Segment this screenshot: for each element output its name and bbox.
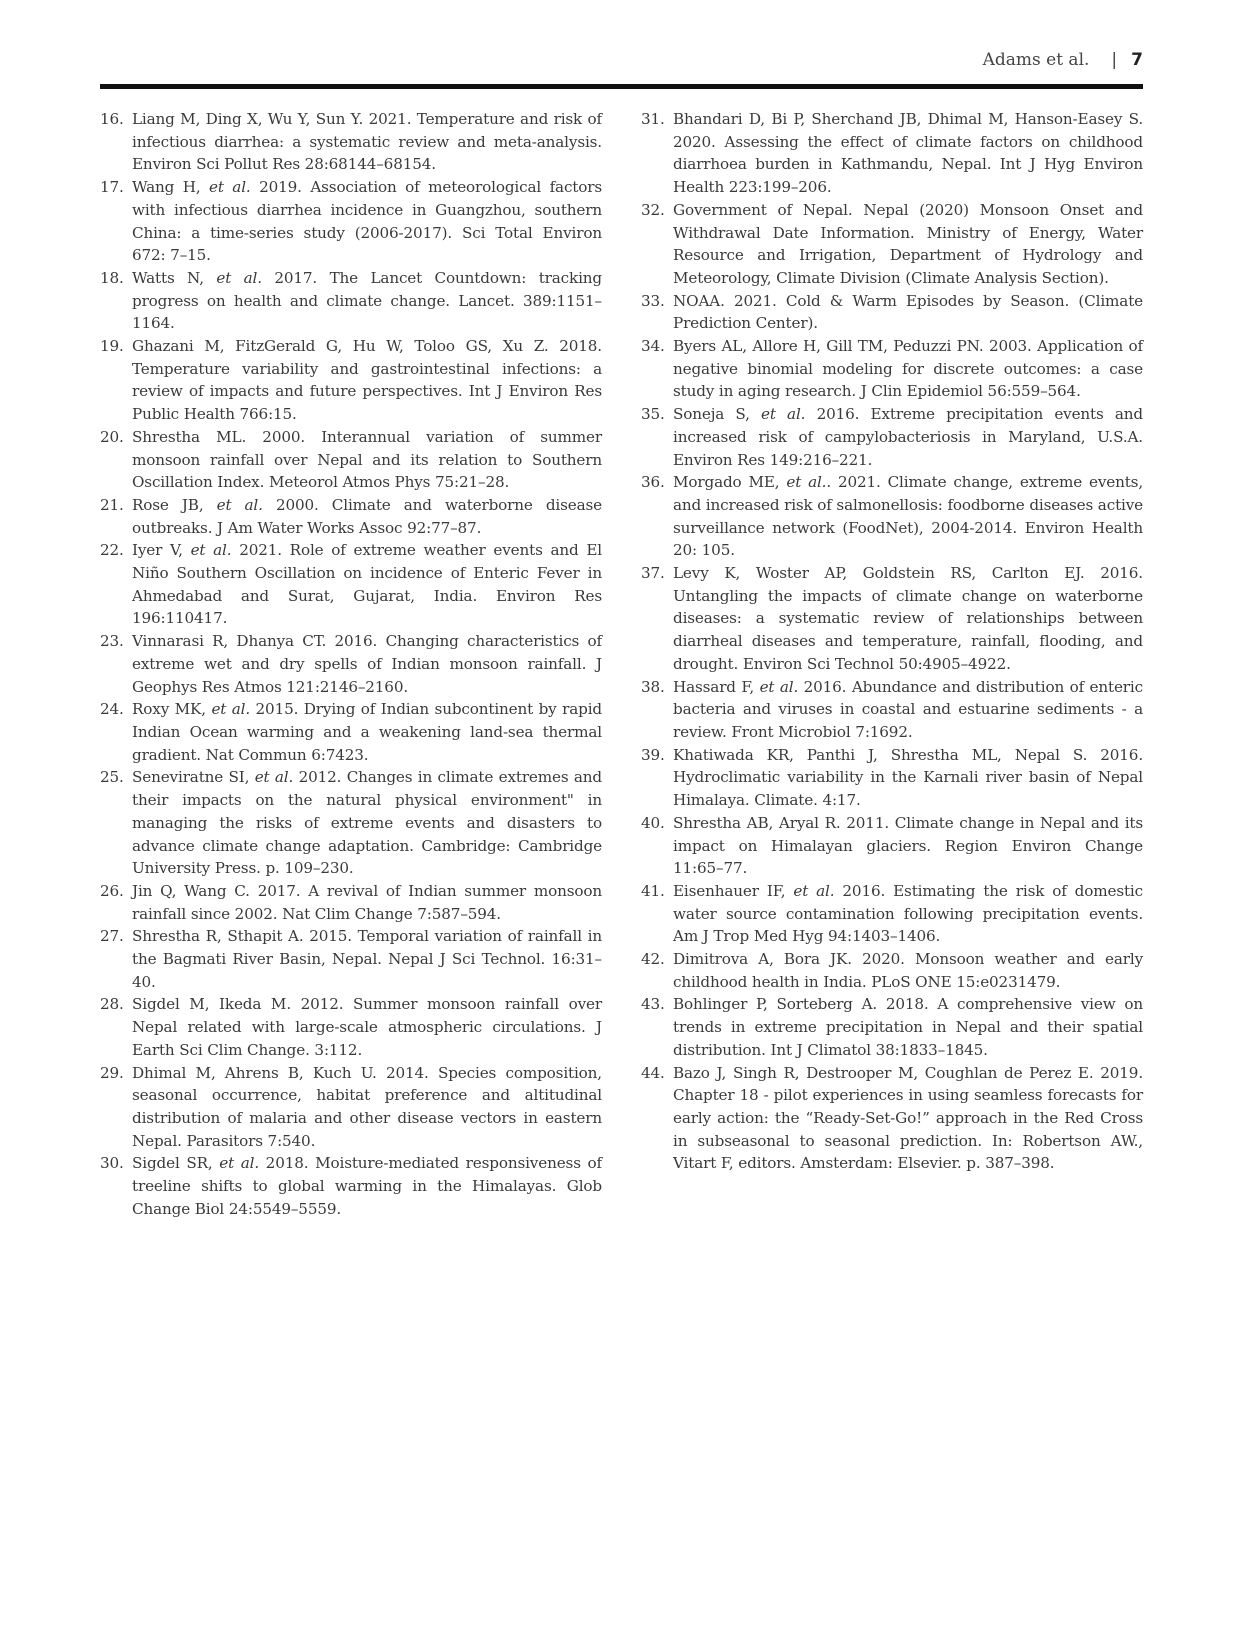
reference-text [673,880,1143,948]
reference-item [100,630,602,698]
reference-number: 42. [641,950,665,969]
reference-item [100,176,602,267]
reference-item [100,108,602,176]
reference-authors: Khatiwada KR, Panthi J, Shrestha ML, Nepal S. 2016. Hydroclimatic variability in the Karnali river basin of Nepal Himalaya. Climate. 4:17. [673,745,1143,810]
reference-item [100,539,602,630]
et-al: et al. [219,1154,259,1173]
reference-authors: Soneja S, [673,405,762,424]
reference-authors: Roxy MK, [132,700,212,719]
reference-details: 2017. The Lancet Countdown: tracking progress on health and climate change. Lancet. 389:1151–1164. [132,268,603,333]
reference-text [673,744,1143,812]
reference-authors: Wang H, [132,178,210,197]
reference-item [641,471,1143,562]
reference-text [132,925,602,993]
reference-item [641,1062,1143,1176]
et-al: et al. [211,700,251,719]
reference-authors: Bazo J, Singh R, Destrooper M, Coughlan de Perez E. 2019. Chapter 18 - pilot experiences in using seamless forecasts for early action: the “Ready-Set-Go!” approach in the Red Cross in subseasonal to seasonal prediction. In: Robertson AW., Vitart F, editors. Amsterdam: Elsevier. p. 387–398. [673,1063,1143,1173]
reference-number: 31. [641,110,665,128]
reference-text [673,335,1143,403]
reference-number: 18. [100,268,124,287]
reference-text [132,108,602,176]
et-al: et al. [761,405,806,424]
reference-details: 2016. Extreme precipitation events and increased risk of campylobacteriosis in Maryland, U.S.A. Environ Res 149:216–221. [673,405,1143,469]
reference-authors: Sigdel SR, [132,1154,220,1173]
reference-text [132,993,602,1061]
reference-text [132,880,602,925]
reference-authors: Ghazani M, FitzGerald G, Hu W, Toloo GS, Xu Z. 2018. Temperature variability and gastrointestinal infections: a review of impacts and future perspectives. Int J Environ Res Public Health 766:15. [132,337,602,424]
reference-authors: Byers AL, Allore H, Gill TM, Peduzzi PN. 2003. Application of negative binomial modeling for discrete outcomes: a case study in aging research. J Clin Epidemiol 56:559–564. [673,337,1143,401]
reference-details: 2019. Association of meteorological factors with infectious diarrhea incidence in Guangzhou, southern China: a time-series study (2006-2017). Sci Total Environ 672: 7–15. [132,178,603,265]
reference-authors: Shrestha R, Sthapit A. 2015. Temporal variation of rainfall in the Bagmati River Basin, Nepal. Nepal J Sci Technol. 16:31–40. [132,927,602,991]
reference-number: 22. [100,541,124,560]
reference-text [673,676,1143,744]
reference-item [100,335,602,426]
reference-text [673,1062,1143,1176]
reference-item [641,562,1143,676]
reference-details: 2016. Estimating the risk of domestic water source contamination following precipitation events. Am J Trop Med Hyg 94:1403–1406. [673,881,1143,946]
reference-authors: Dhimal M, Ahrens B, Kuch U. 2014. Species composition, seasonal occurrence, habitat preference and altitudinal distribution of malaria and other disease vectors in eastern Nepal. Parasitors 7:540. [132,1063,602,1150]
page-number: 7 [1131,50,1143,70]
reference-number: 21. [100,495,124,514]
reference-text [132,176,602,267]
reference-text [132,267,602,335]
reference-authors: Iyer V, [132,541,191,560]
et-al: et al. [759,677,799,696]
running-head-author: Adams et al. [982,50,1090,70]
reference-authors: Rose JB, [132,495,217,514]
reference-text [132,494,602,539]
reference-authors: Seneviratne SI, [132,768,255,787]
reference-number: 34. [641,337,665,356]
reference-details: 2000. Climate and waterborne disease outbreaks. J Am Water Works Assoc 92:77–87. [132,495,603,537]
reference-item [641,676,1143,744]
header-separator: | [1111,50,1118,70]
reference-authors: Vinnarasi R, Dhanya CT. 2016. Changing characteristics of extreme wet and dry spells of Indian monsoon rainfall. J Geophys Res Atmos 121:2146–2160. [132,632,602,696]
reference-item [100,267,602,335]
reference-authors: Dimitrova A, Bora JK. 2020. Monsoon weather and early childhood health in India. PLoS ONE 15:e0231479. [673,950,1143,991]
reference-number: 26. [100,881,124,900]
reference-item [100,698,602,766]
reference-number: 44. [641,1063,665,1082]
reference-number: 24. [100,700,124,719]
reference-text [132,426,602,494]
reference-text [673,948,1143,993]
reference-item [641,948,1143,993]
reference-text [673,471,1143,562]
reference-text [132,698,602,766]
reference-number: 43. [641,995,665,1014]
reference-number: 25. [100,768,124,787]
reference-number: 16. [100,110,124,128]
reference-authors: Hassard F, [673,677,760,696]
reference-details: 2021. Role of extreme weather events and El Niño Southern Oscillation on incidence of Enteric Fever in Ahmedabad and Surat, Gujarat, India. Environ Res 196:110417. [132,541,602,628]
reference-authors: Watts N, [132,268,217,287]
reference-text [673,199,1143,290]
reference-number: 40. [641,813,665,832]
et-al: et al. [216,495,263,514]
reference-authors: Shrestha ML. 2000. Interannual variation of summer monsoon rainfall over Nepal and its relation to Southern Oscillation Index. Meteorol Atmos Phys 75:21–28. [132,427,602,492]
reference-authors: Sigdel M, Ikeda M. 2012. Summer monsoon rainfall over Nepal related with large-scale atmospheric circulations. J Earth Sci Clim Change. 3:112. [132,995,602,1059]
references-left-column [100,108,602,1220]
running-header [100,50,1143,74]
reference-text [132,766,602,880]
reference-number: 30. [100,1154,124,1173]
reference-item [100,880,602,925]
reference-text [132,630,602,698]
reference-authors: Liang M, Ding X, Wu Y, Sun Y. 2021. Temperature and risk of infectious diarrhea: a systematic review and meta-analysis. Environ Sci Pollut Res 28:68144–68154. [132,110,602,174]
reference-text [132,1062,602,1153]
reference-number: 32. [641,200,665,219]
reference-authors: Jin Q, Wang C. 2017. A revival of Indian summer monsoon rainfall since 2002. Nat Clim Change 7:587–594. [132,881,602,923]
reference-item [641,744,1143,812]
reference-number: 35. [641,405,665,424]
reference-number: 41. [641,881,665,900]
reference-item [641,108,1143,199]
reference-number: 36. [641,473,665,492]
reference-number: 27. [100,927,124,946]
reference-authors: Shrestha AB, Aryal R. 2011. Climate change in Nepal and its impact on Himalayan glaciers. Region Environ Change 11:65–77. [673,813,1143,878]
reference-details: . 2021. Climate change, extreme events, and increased risk of salmonellosis: foodborne diseases active surveillance network (FoodNet), 2004-2014. Environ Health 20: 105. [673,473,1144,560]
reference-item [641,335,1143,403]
reference-text [673,108,1143,199]
et-al: et al. [190,541,232,560]
reference-item [641,199,1143,290]
et-al: et al. [786,473,827,492]
reference-item [100,426,602,494]
reference-item [641,812,1143,880]
reference-number: 17. [100,178,124,197]
reference-number: 23. [100,632,124,651]
et-al: et al. [254,768,294,787]
reference-item [100,766,602,880]
reference-item [641,880,1143,948]
reference-authors: Levy K, Woster AP, Goldstein RS, Carlton EJ. 2016. Untangling the impacts of climate change on waterborne diseases: a systematic review of relationships between diarrheal diseases and temperature, rainfall, flooding, and drought. Environ Sci Technol 50:4905–4922. [673,564,1143,673]
reference-number: 19. [100,337,124,356]
references-right-column [641,108,1143,1175]
reference-text [132,539,602,630]
reference-details: 2012. Changes in climate extremes and their impacts on the natural physical environment" in managing the risks of extreme events and disasters to advance climate change adaptation. Cambridge: Cambridge University Press. p. 109–230. [132,768,602,878]
reference-authors: NOAA. 2021. Cold & Warm Episodes by Season. (Climate Prediction Center). [673,291,1143,333]
reference-item [100,1152,602,1220]
reference-text [673,403,1143,471]
reference-number: 33. [641,291,665,310]
reference-number: 39. [641,745,665,764]
reference-number: 37. [641,564,665,583]
header-rule [100,84,1143,89]
reference-authors: Eisenhauer IF, [673,881,794,900]
et-al: et al. [216,268,262,287]
reference-authors: Bhandari D, Bi P, Sherchand JB, Dhimal M, Hanson-Easey S. 2020. Assessing the effect of climate factors on childhood diarrhoea burden in Kathmandu, Nepal. Int J Hyg Environ Health 223:199–206. [673,110,1143,197]
reference-details: 2016. Abundance and distribution of enteric bacteria and viruses in coastal and estuarine sediments - a review. Front Microbiol 7:1692. [673,677,1143,741]
reference-details: 2015. Drying of Indian subcontinent by rapid Indian Ocean warming and a weakening land-sea thermal gradient. Nat Commun 6:7423. [132,700,602,764]
reference-item [100,1062,602,1153]
reference-number: 38. [641,677,665,696]
reference-item [100,993,602,1061]
reference-authors: Bohlinger P, Sorteberg A. 2018. A comprehensive view on trends in extreme precipitation in Nepal and their spatial distribution. Int J Climatol 38:1833–1845. [673,995,1143,1059]
reference-authors: Government of Nepal. Nepal (2020) Monsoon Onset and Withdrawal Date Information. Ministry of Energy, Water Resource and Irrigation, Department of Hydrology and Meteorology, Climate Division (Climate Analysis Section). [673,200,1143,287]
et-al: et al. [209,178,251,197]
reference-item [100,494,602,539]
reference-text [673,562,1143,676]
reference-item [100,925,602,993]
reference-text [132,335,602,426]
reference-item [641,993,1143,1061]
et-al: et al. [793,881,835,900]
reference-text [132,1152,602,1220]
reference-number: 29. [100,1063,124,1082]
reference-authors: Morgado ME, [673,473,787,492]
reference-item [641,403,1143,471]
reference-text [673,290,1143,335]
reference-details: 2018. Moisture-mediated responsiveness of treeline shifts to global warming in the Himalayas. Glob Change Biol 24:5549–5559. [132,1154,602,1218]
reference-text [673,812,1143,880]
reference-item [641,290,1143,335]
reference-text [673,993,1143,1061]
reference-number: 28. [100,995,124,1014]
reference-number: 20. [100,427,124,446]
